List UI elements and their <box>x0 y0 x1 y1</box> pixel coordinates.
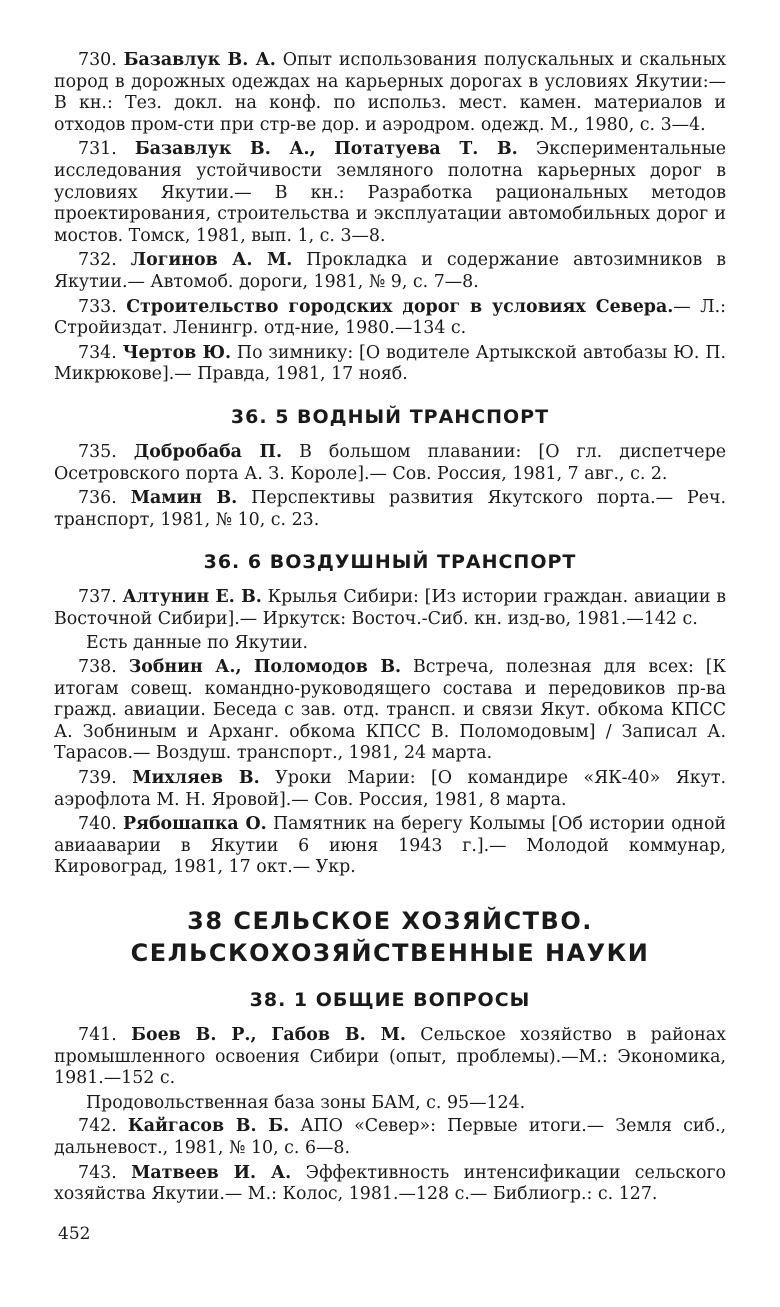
entry-author: Чертов Ю. <box>122 342 232 363</box>
entry-author: Строительство городских дорог в условиях Севера. <box>126 296 674 317</box>
entry-author: Алтунин Е. В. <box>122 587 262 608</box>
entry-author: Боев В. Р., Габов В. М. <box>131 1025 406 1045</box>
bib-entry <box>54 587 726 630</box>
entry-text: Уроки Марии: [О командире «ЯК-40» Якут. аэрофлота М. Н. Яровой].— Сов. Россия, 1981, 8 марта. <box>54 768 727 810</box>
section-heading-general: 38. 1 ОБЩИЕ ВОПРОСЫ <box>249 989 531 1011</box>
entry-author: Зобнин А., Поломодов В. <box>128 657 402 678</box>
entry-number: 738. <box>78 657 117 678</box>
entry-author: Мамин В. <box>130 488 238 509</box>
entry-author: Михляев В. <box>132 768 260 789</box>
entry-text: По зимнику: [О водителе Артыкской автобазы Ю. П. Микрюкове].— Правда, 1981, 17 нояб. <box>54 342 727 385</box>
chapter-heading <box>54 905 726 969</box>
entry-number: 737. <box>78 587 117 608</box>
entry-number: 742. <box>78 1116 117 1137</box>
bib-entry <box>54 488 726 531</box>
entry-text: — Л.: Стройиздат. Ленингр. отд-ние, 1980.—134 с. <box>54 296 727 339</box>
entries-top <box>54 50 726 386</box>
entry-text: Крылья Сибири: [Из истории граждан. авиации в Восточной Сибири].— Иркутск: Восточ.-Сиб. кн. изд-во, 1981.—142 с. <box>54 587 726 629</box>
entry-author: Базавлук В. А. <box>123 50 276 70</box>
entry-text: Сельское хозяйство в районах промышленного освоения Сибири (опыт, проблемы).—М.: Экономика, 1981.—152 с. <box>54 1025 726 1089</box>
bib-entry <box>54 1116 726 1159</box>
entry-text: В большом плавании: [О гл. диспетчере Осетровского порта А. З. Короле].— Сов. Россия, 1981, 7 авг., с. 2. <box>54 441 727 484</box>
entry-note: Есть данные по Якутии. <box>86 633 309 654</box>
entry-text: Перспективы развития Якутского порта.— Реч. транспорт, 1981, № 10, с. 23. <box>54 488 727 530</box>
section-heading-water: 36. 5 ВОДНЫЙ ТРАНСПОРТ <box>230 405 550 428</box>
bib-entry <box>54 297 726 340</box>
entry-text: Встреча, полезная для всех: [К итогам совещ. командно-руководящего состава и передовиков пр-ва гражд. авиации. Беседа с зав. отд. трансп. и связи Якут. обкома КПСС А. Зобниным и Арханг. обкома КПСС В. Поломодовым] / Записал А. Тарасов.— Воздуш. транспорт., 1981, 24 марта. <box>54 657 727 764</box>
entry-text: Опыт использования полускальных и скальных пород в дорожных одеждах на карьерных дорогах в условиях Якутии:— В кн.: Тез. докл. на конф. по использ. мест. камен. материалов и отходов пром-сти при стр-ве дор. и аэродром. одежд. М., 1980, с. 3—4. <box>54 50 727 135</box>
entry-text: Экспериментальные исследования устойчивости земляного полотна карьерных дорог в условиях Якутии.— В кн.: Разработка рациональных методов проектирования, строительства и эксплуатации автомобильных дорог и мостов. Томск, 1981, вып. 1, с. 3—8. <box>54 139 726 246</box>
page-number: 452 <box>58 1224 91 1244</box>
entry-text: Прокладка и содержание автозимников в Якутии.— Автомоб. дороги, 1981, № 9, с. 7—8. <box>54 250 727 292</box>
entry-number: 739. <box>78 768 117 789</box>
entry-author: Рябошапка О. <box>123 814 267 835</box>
entry-number: 730. <box>78 50 117 70</box>
entry-number: 736. <box>78 488 117 509</box>
entry-text: Памятник на берегу Колымы [Об истории одной авиааварии в Якутии 6 июня 1943 г.].— Молодой коммунар, Кировоград, 1981, 17 окт.— Укр. <box>54 814 727 878</box>
entry-number: 741. <box>78 1025 117 1045</box>
bib-entry <box>54 442 726 485</box>
entry-text: АПО «Север»: Первые итоги.— Земля сиб., дальневост., 1981, № 10, с. 6—8. <box>54 1116 727 1158</box>
entries-water <box>54 442 726 531</box>
entry-number: 733. <box>78 296 117 317</box>
page-content <box>54 50 726 1209</box>
entry-number: 734. <box>78 342 117 363</box>
entry-number: 731. <box>78 139 117 160</box>
entry-text: Эффективность интенсификации сельского хозяйства Якутии.— М.: Колос, 1981.—128 с.— Библиогр.: с. 127. <box>54 1162 727 1205</box>
bib-entry <box>54 657 726 765</box>
bib-entry <box>54 343 726 386</box>
entry-author: Матвеев И. А. <box>131 1162 292 1183</box>
entry-author: Базавлук В. А., Потатуева Т. В. <box>134 139 518 160</box>
chapter-heading-line: 38 СЕЛЬСКОЕ ХОЗЯЙСТВО. <box>187 907 593 935</box>
bib-entry <box>54 1025 726 1090</box>
entry-note: Продовольственная база зоны БАМ, с. 95—124. <box>86 1092 526 1113</box>
entry-author: Кайгасов В. Б. <box>127 1116 290 1137</box>
entries-agri <box>54 1025 726 1206</box>
entry-number: 732. <box>78 250 117 271</box>
bib-entry <box>54 1163 726 1206</box>
entries-air <box>54 587 726 879</box>
section-heading-air: 36. 6 ВОЗДУШНЫЙ ТРАНСПОРТ <box>203 551 577 574</box>
bib-entry <box>54 250 726 293</box>
bib-entry <box>54 139 726 247</box>
entry-number: 743. <box>78 1162 117 1183</box>
entry-number: 740. <box>78 814 117 835</box>
bib-entry <box>54 768 726 811</box>
entry-author: Добробаба П. <box>133 441 283 462</box>
entry-author: Логинов А. М. <box>130 250 293 271</box>
bib-entry <box>54 814 726 879</box>
entry-number: 735. <box>78 441 117 462</box>
bib-entry <box>54 50 726 136</box>
chapter-heading-line: СЕЛЬСКОХОЗЯЙСТВЕННЫЕ НАУКИ <box>130 939 650 967</box>
